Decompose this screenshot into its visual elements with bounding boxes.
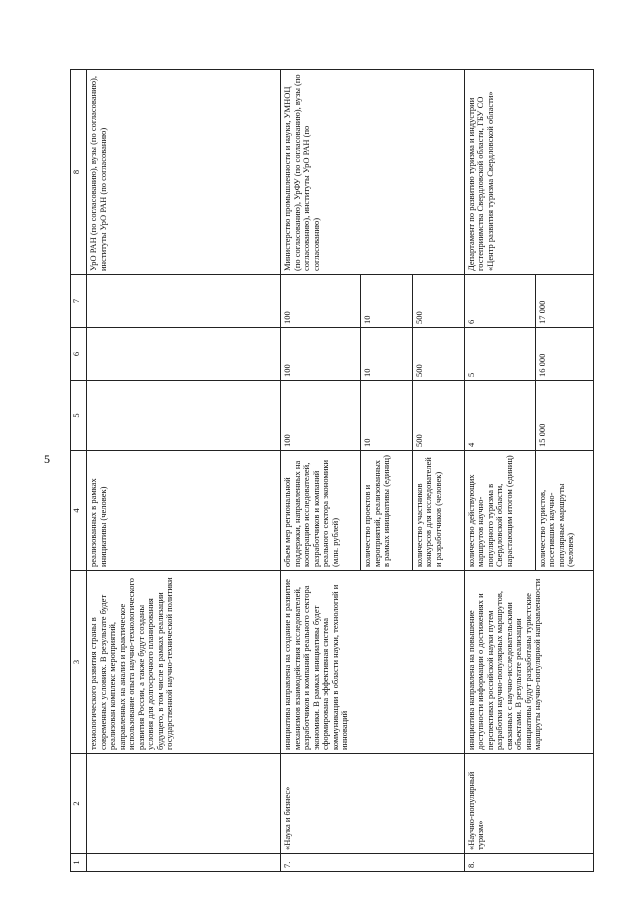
- header-cell-1: 1: [71, 854, 87, 872]
- cell-y2025: 100: [281, 381, 361, 451]
- header-cell-3: 3: [71, 571, 87, 754]
- cell-y2025: 4: [464, 381, 535, 451]
- cell-indicator: объем мер региональной поддержки, направленных на кооперацию исследователей, разработчиков и компаний реального сектора экономики (млн. рублей): [281, 451, 361, 571]
- cell-description: технологического развития страны в современных условиях. В результате будет реализован комплекс мероприятий, направленных на анализ и практическое использование опыта научно-технологического развития России, а также будут созданы условия для долгосрочного планирования будущего, в том числе в рамках реализации государственной научно-технической политики: [87, 571, 281, 754]
- cell-y2027: 500: [412, 275, 464, 328]
- header-cell-8: 8: [71, 70, 87, 275]
- table-row: [464, 70, 535, 872]
- cell-y2025: 10: [361, 381, 413, 451]
- cell-y2027: 10: [361, 275, 413, 328]
- cell-indicator: количество участников конкурсов для исследователей и разработчиков (человек): [412, 451, 464, 571]
- header-row: [71, 70, 87, 872]
- cell-indicator: количество действующих маршрутов научно-популярного туризма в Свердловской области, нарастающим итогом (единиц): [464, 451, 535, 571]
- cell-num: 8.: [464, 854, 593, 872]
- cell-description: инициатива направлена на повышение доступности информации о достижениях и перспективах российской науки путем разработки научно-популярных маршрутов, связанных с научно-исследовательскими объектами. В результате реализации инициативы будут разработаны туристские маршруты научно-популярной направленности: [464, 571, 593, 754]
- rotated-table-wrapper: [70, 70, 594, 872]
- table-frame: [70, 70, 594, 872]
- cell-indicator: реализованных в рамках инициативы (человек): [87, 451, 281, 571]
- cell-name: «Наука и бизнес»: [281, 754, 465, 854]
- table-row-continuation: [87, 70, 281, 872]
- cell-y2026: 16 000: [535, 328, 593, 381]
- cell-responsible: Департамент по развитию туризма и индустрии гостеприимства Свердловской области, ГБУ СО «Центр развития туризма Свердловской области»: [464, 70, 593, 275]
- cell-indicator: количество проектов и мероприятий, реализованных в рамках инициативы (единиц): [361, 451, 413, 571]
- cell-responsible: Министерство промышленности и науки, УМНОЦ (по согласованию), УрФУ (по согласованию), вузы (по согласованию), институты УрО РАН (по согласованию): [281, 70, 465, 275]
- page-number: 5: [44, 452, 50, 466]
- header-cell-6: 6: [71, 328, 87, 381]
- header-cell-7: 7: [71, 275, 87, 328]
- cell-y2025: [87, 381, 281, 451]
- table-row: [281, 70, 361, 872]
- cell-y2026: 10: [361, 328, 413, 381]
- cell-y2026: [87, 328, 281, 381]
- cell-name: [87, 754, 281, 854]
- cell-name: «Научно-популярный туризм»: [464, 754, 593, 854]
- cell-y2027: 100: [281, 275, 361, 328]
- cell-responsible: УрО РАН (по согласованию), вузы (по согласованию), институты УрО РАН (по согласованию): [87, 70, 281, 275]
- initiatives-table: [70, 69, 594, 872]
- cell-y2025: 500: [412, 381, 464, 451]
- cell-y2027: 6: [464, 275, 535, 328]
- cell-y2027: 17 000: [535, 275, 593, 328]
- cell-y2026: 5: [464, 328, 535, 381]
- cell-num: [87, 854, 281, 872]
- cell-y2026: 100: [281, 328, 361, 381]
- cell-y2026: 500: [412, 328, 464, 381]
- cell-y2025: 15 000: [535, 381, 593, 451]
- cell-indicator: количество туристов, посетивших научно-популярные маршруты (человек): [535, 451, 593, 571]
- cell-y2027: [87, 275, 281, 328]
- header-cell-4: 4: [71, 451, 87, 571]
- cell-description: инициатива направлена на создание и развитие механизмов взаимодействия исследователей, разработчиков и компаний реального сектора экономики. В рамках инициативы будет сформирована эффективная система коммуникации в области науки, технологий и инноваций: [281, 571, 465, 754]
- header-cell-2: 2: [71, 754, 87, 854]
- cell-num: 7.: [281, 854, 465, 872]
- header-cell-5: 5: [71, 381, 87, 451]
